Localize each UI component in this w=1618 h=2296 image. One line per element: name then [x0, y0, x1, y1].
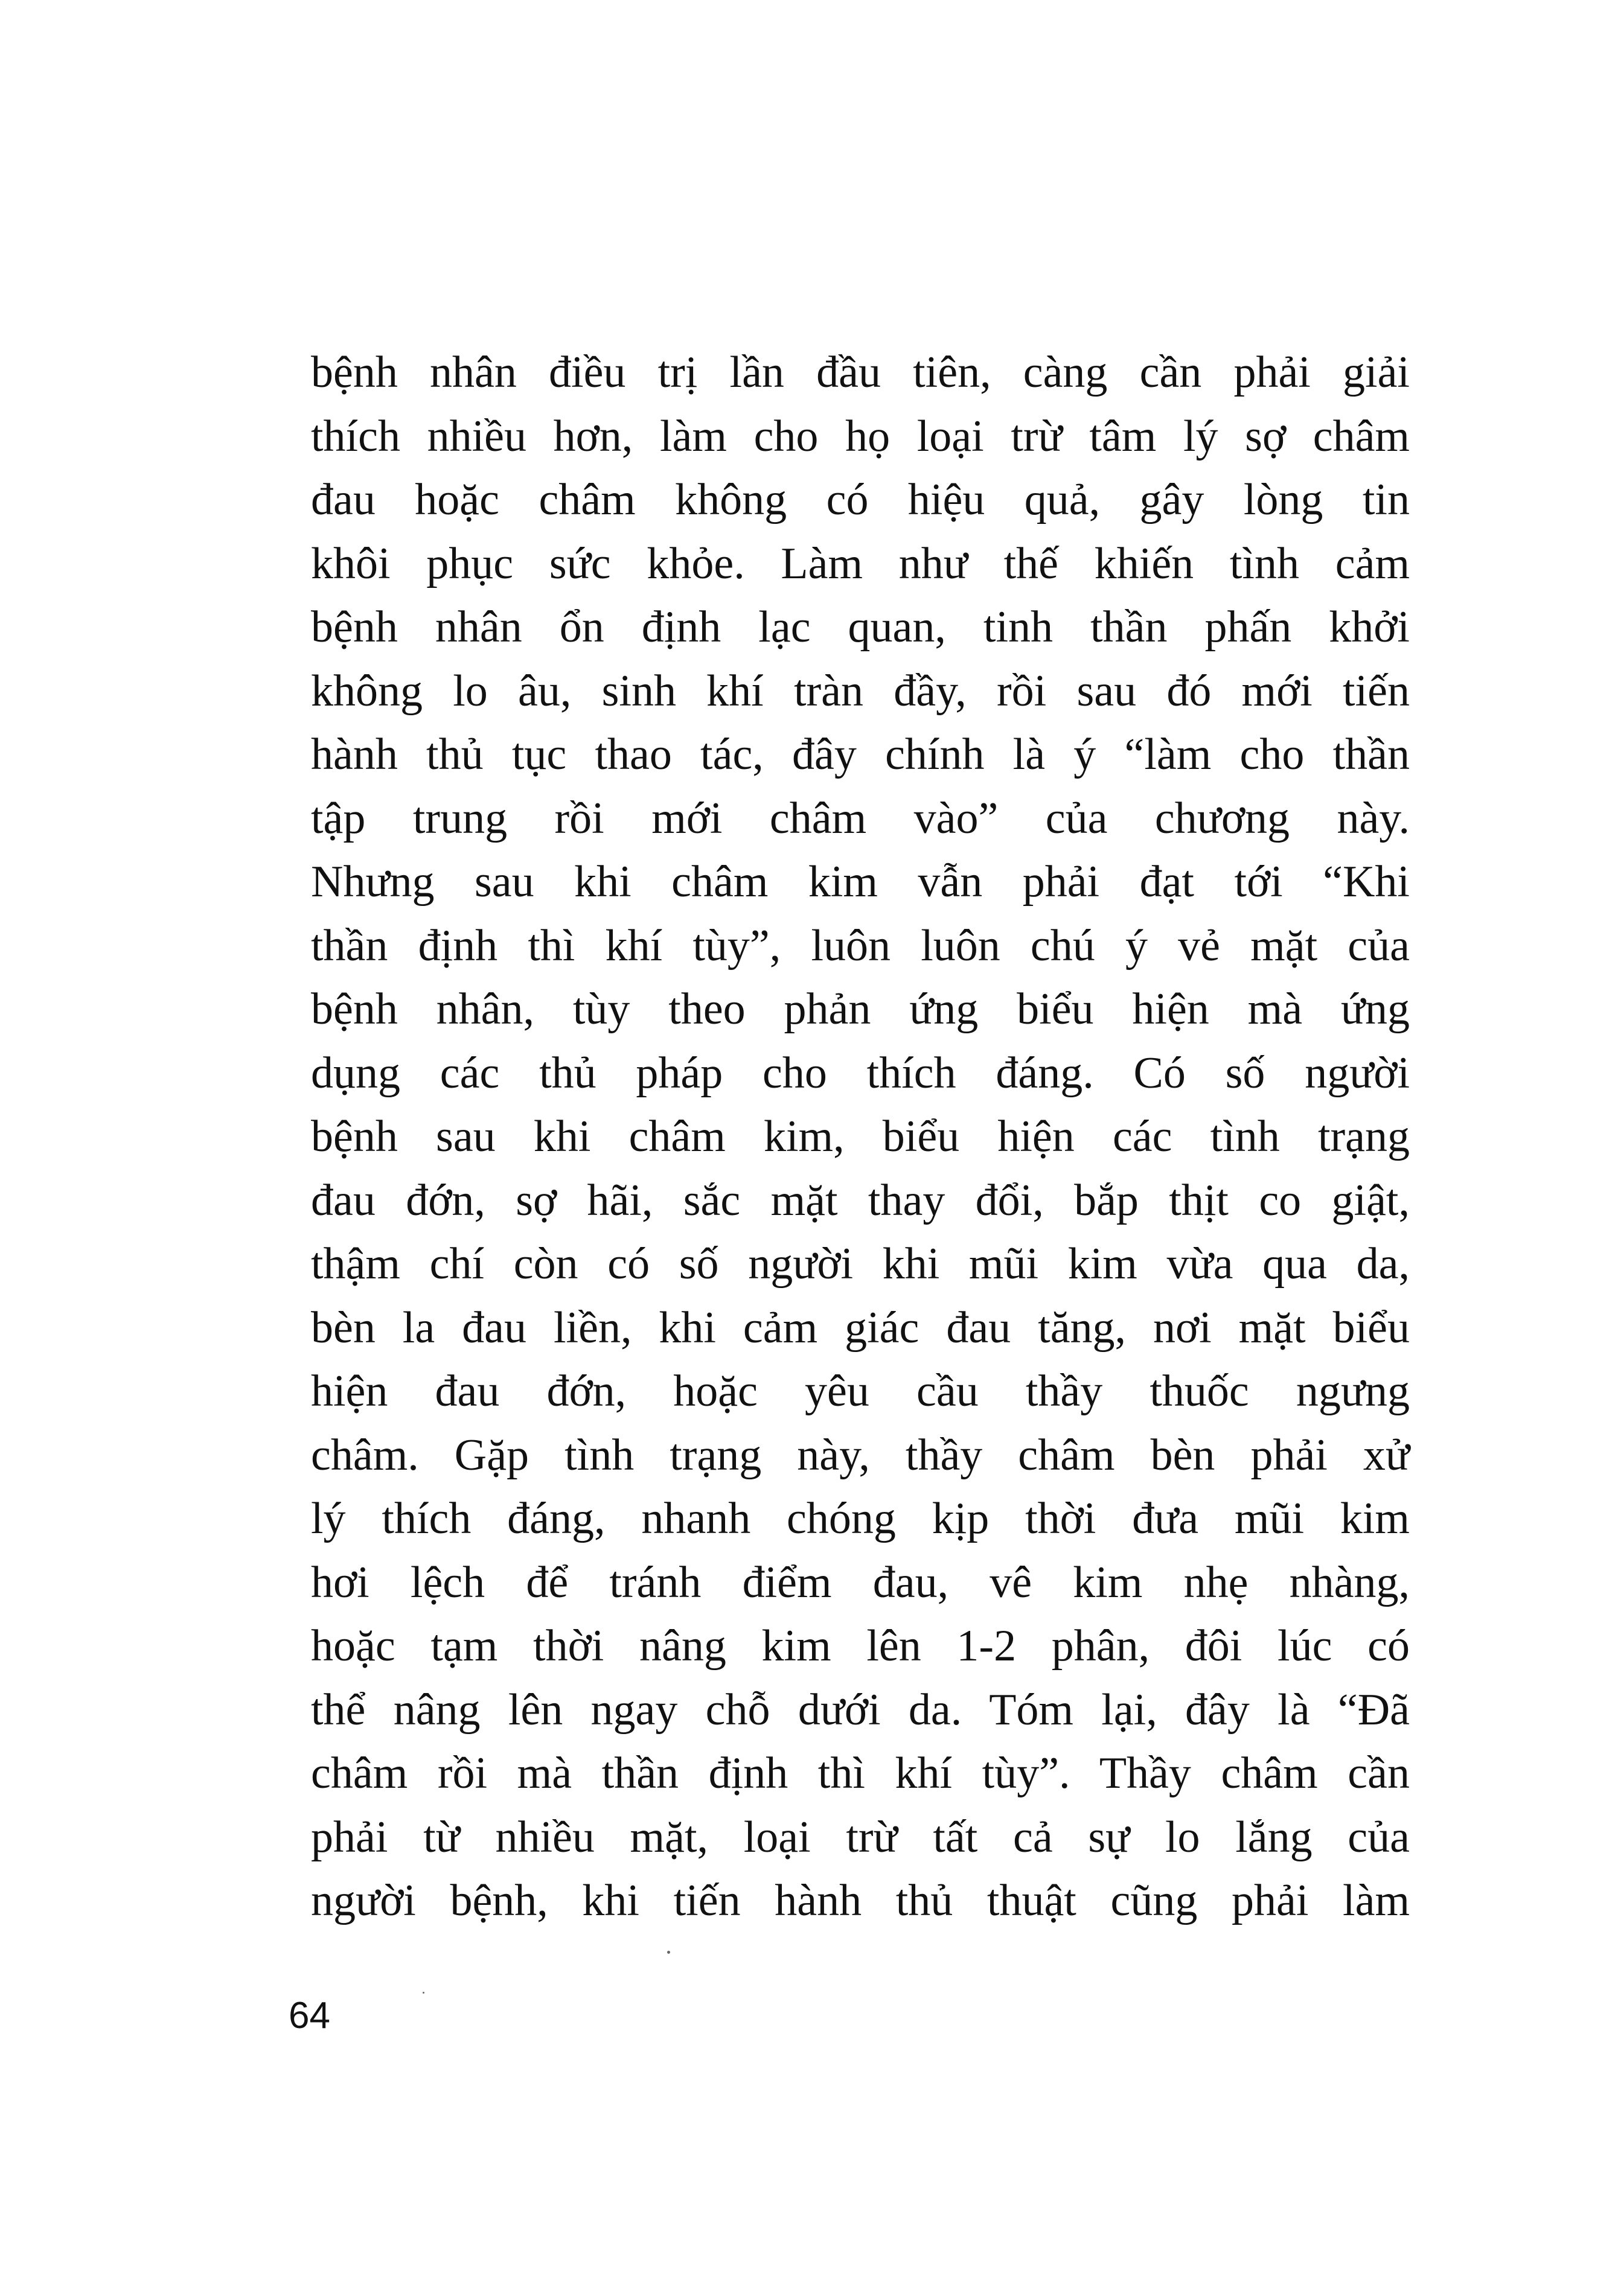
text-line: bệnh nhân ổn định lạc quan, tinh thần phấn khởi — [311, 602, 1410, 652]
text-line: dụng các thủ pháp cho thích đáng. Có số người — [311, 1048, 1410, 1098]
text-line: thể nâng lên ngay chỗ dưới da. Tóm lại, đây là “Đã — [311, 1685, 1410, 1735]
text-line: bệnh nhân điều trị lần đầu tiên, càng cần phải giải — [311, 348, 1410, 397]
scan-speck — [667, 1951, 670, 1954]
text-line: lý thích đáng, nhanh chóng kịp thời đưa mũi kim — [311, 1494, 1410, 1543]
text-line: khôi phục sức khỏe. Làm như thế khiến tình cảm — [311, 538, 1410, 588]
text-line: đau hoặc châm không có hiệu quả, gây lòng tin — [311, 475, 1410, 525]
text-line: thần định thì khí tùy”, luôn luôn chú ý vẻ mặt của — [311, 920, 1410, 971]
text-line: hơi lệch để tránh điểm đau, vê kim nhẹ nhàng, — [311, 1557, 1410, 1607]
text-line: thích nhiều hơn, làm cho họ loại trừ tâm lý sợ châm — [311, 411, 1410, 461]
text-line: bèn la đau liền, khi cảm giác đau tăng, nơi mặt biểu — [311, 1303, 1410, 1353]
page-number: 64 — [289, 1995, 330, 2036]
scan-speck — [423, 1992, 424, 1994]
body-text — [311, 341, 1410, 1933]
text-line: phải từ nhiều mặt, loại trừ tất cả sự lo lắng của — [311, 1812, 1410, 1862]
text-line: hành thủ tục thao tác, đây chính là ý “làm cho thần — [311, 730, 1410, 779]
text-line: thậm chí còn có số người khi mũi kim vừa qua da, — [311, 1239, 1410, 1289]
text-line: châm. Gặp tình trạng này, thầy châm bèn phải xử — [311, 1430, 1410, 1480]
text-line: tập trung rồi mới châm vào” của chương này. — [311, 793, 1410, 843]
text-line: không lo âu, sinh khí tràn đầy, rồi sau đó mới tiến — [311, 666, 1410, 716]
text-line: bệnh nhân, tùy theo phản ứng biểu hiện mà ứng — [311, 984, 1410, 1034]
text-line: bệnh sau khi châm kim, biểu hiện các tình trạng — [311, 1112, 1410, 1161]
text-line: châm rồi mà thần định thì khí tùy”. Thầy châm cần — [311, 1749, 1410, 1798]
text-line: hiện đau đớn, hoặc yêu cầu thầy thuốc ngưng — [311, 1366, 1410, 1416]
text-line: hoặc tạm thời nâng kim lên 1-2 phân, đôi lúc có — [311, 1621, 1410, 1671]
text-line: Nhưng sau khi châm kim vẫn phải đạt tới “Khi — [311, 857, 1410, 907]
text-line: đau đớn, sợ hãi, sắc mặt thay đổi, bắp thịt co giật, — [311, 1175, 1410, 1225]
text-line: người bệnh, khi tiến hành thủ thuật cũng phải làm — [311, 1876, 1410, 1925]
